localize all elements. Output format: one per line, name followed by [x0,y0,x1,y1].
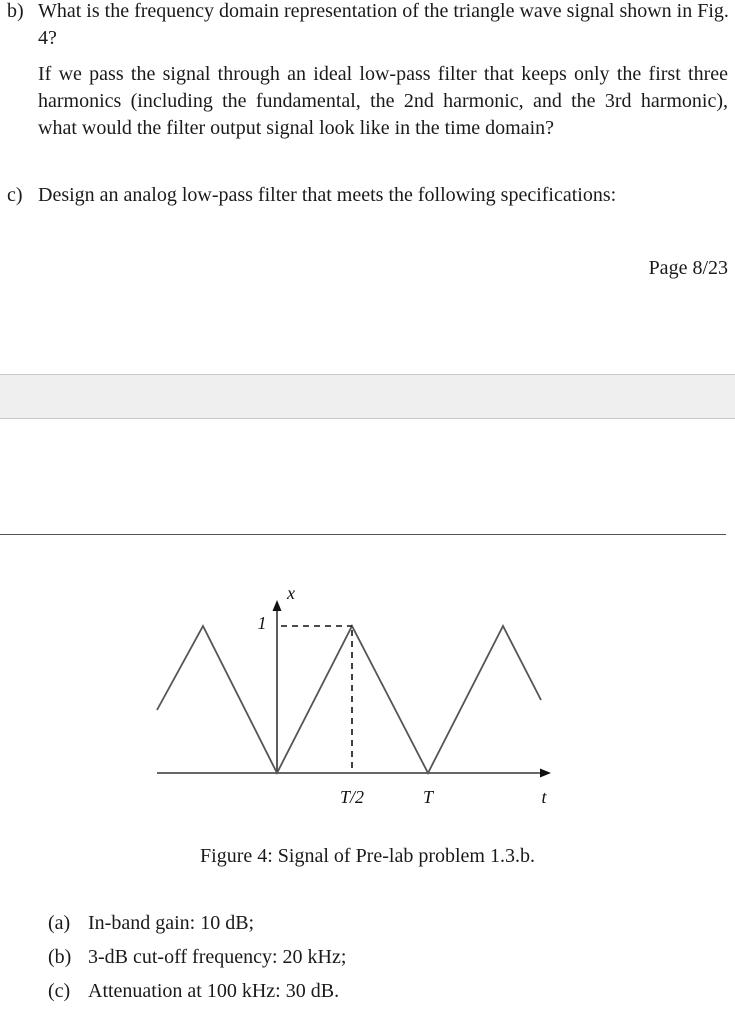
tick-half-period: T/2 [339,787,365,807]
y-axis-label: x [287,583,295,603]
page-number: Page 8/23 [648,257,728,279]
x-axis-label: t [541,787,547,807]
tick-period: T [422,787,434,807]
triangle-wave-signal [157,626,541,773]
question-b-followup: If we pass the signal through an ideal low-pass filter that keeps only the first three harmonics (including the fundamental, the 2nd harmonic, and the 3rd harmonic), what would the filter output signal look like in the time domain? [38,63,728,139]
spec-text: 3-dB cut-off frequency: 20 kHz; [88,946,347,968]
question-c-label: c) [7,184,23,206]
spec-list [48,906,346,1008]
spec-item-a [48,906,346,940]
question-b-label: b) [7,0,24,22]
horizontal-rule [0,534,726,535]
t-axis-arrowhead [540,769,551,778]
spec-label: (c) [48,980,71,1002]
triangle-wave-figure [0,560,735,830]
question-b-text: What is the frequency domain representation of the triangle wave signal shown in Fig. 4? [38,0,729,49]
question-c [7,182,732,209]
question-b [7,0,732,52]
figure-caption: Figure 4: Signal of Pre-lab problem 1.3.b. [200,845,535,867]
page-gap-band [0,374,735,419]
x-axis-arrowhead [273,600,282,611]
spec-label: (b) [48,946,72,968]
spec-item-b [48,940,346,974]
peak-label: 1 [257,613,267,633]
spec-text: Attenuation at 100 kHz: 30 dB. [88,980,340,1002]
spec-item-c [48,974,346,1008]
spec-label: (a) [48,912,71,934]
question-c-text: Design an analog low-pass filter that meets the following specifications: [38,184,617,206]
spec-text: In-band gain: 10 dB; [88,912,255,934]
